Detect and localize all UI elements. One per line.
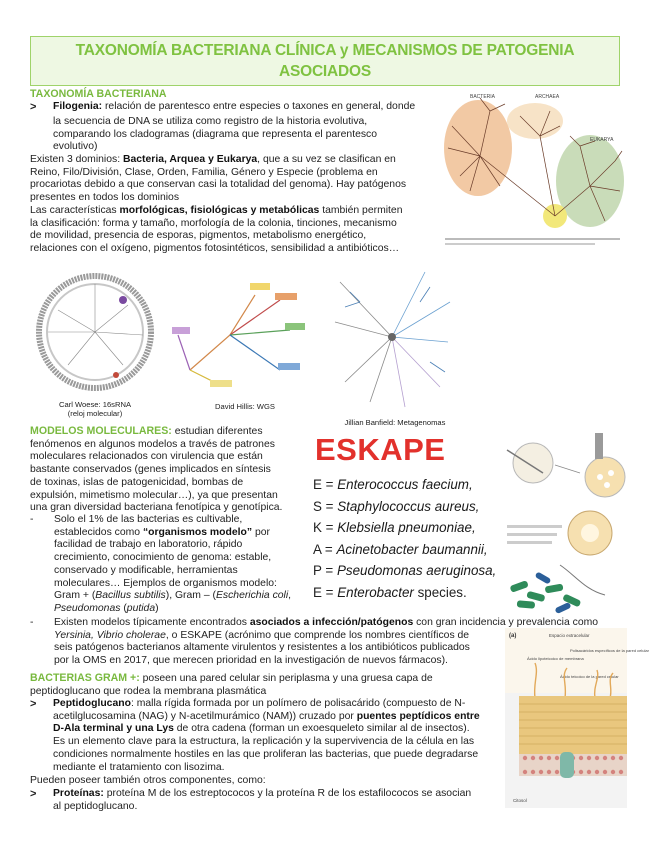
eskape-name: Staphylococcus aureus, xyxy=(337,498,480,514)
pep-text-1: : malla rígida formada por un polímero de polisacárido (compuesto de N- xyxy=(130,698,466,709)
eskape-letter: A xyxy=(313,541,322,557)
d1-text-7e: , xyxy=(288,590,292,602)
modelos-text-5: de toxinas, islas de patogenicidad, bombas de xyxy=(30,476,244,488)
lipoteichoic-label: Ácido lipoteicoico de membrana xyxy=(527,656,584,661)
proteinas-label: Proteínas: xyxy=(53,788,104,799)
eskape-list xyxy=(313,474,513,604)
d2-text-1a: Existen modelos típicamente encontrados xyxy=(54,617,250,628)
tree-of-life-figure xyxy=(440,86,625,251)
d1-text-2c: por xyxy=(252,526,270,538)
pep-text-2: acetilglucosamina (NAG) y N-acetilmurámico (NAM)) cruzado por xyxy=(53,710,357,722)
eskape-name: Pseudomonas aeruginosa, xyxy=(336,563,497,579)
arrow-bullet-icon: > xyxy=(30,788,37,800)
disc-icon xyxy=(604,482,610,488)
eskape-item: E = Enterococcus faecium, xyxy=(313,477,473,492)
polysaccharides-label: Polisacáridos específicos de la pared celular xyxy=(570,648,649,653)
car-text-2: la clasificación: forma y tamaño, morfología de la colonia, tinciones, mecanismo xyxy=(30,217,397,229)
dominios-text-2: Reino, Filo/División, Clase, Orden, Familia, Género y Especie (problema en xyxy=(30,166,378,178)
arrow-icon xyxy=(560,565,605,595)
dominios-text-a: Existen 3 dominios: xyxy=(30,154,123,165)
d1-text-8d: ) xyxy=(155,602,159,614)
hillis-wgs-tree-figure xyxy=(170,275,310,395)
d1-text-2a: establecidos como xyxy=(54,526,143,538)
dominios-block xyxy=(30,154,430,205)
clade-box-5 xyxy=(172,327,190,334)
label-line xyxy=(507,541,552,544)
bacteria-label: BACTERIA xyxy=(470,94,496,100)
petri-dish-2 xyxy=(585,457,625,497)
eukarya-label: EUKARYA xyxy=(590,137,614,143)
organismos-modelo-bold: “organismos modelo” xyxy=(142,526,253,538)
disc-icon xyxy=(608,470,614,476)
panel-label: (a) xyxy=(509,633,517,639)
figure-caption-line-2 xyxy=(445,243,595,245)
eskape-letter: E xyxy=(313,477,322,492)
petri-dish-1 xyxy=(513,443,553,483)
eskape-letter: E xyxy=(313,584,322,600)
membrane-protein xyxy=(560,752,574,778)
eskape-title: ESKAPE xyxy=(315,432,446,467)
section-heading-gram: BACTERIAS GRAM +: xyxy=(30,672,140,684)
d1-text-5: conservado y modificable, herramientas xyxy=(54,564,238,576)
car-text-3: de movilidad, presencia de esporas, pigmentos, metabolismo energético, xyxy=(30,230,367,242)
eskape-item: P = Pseudomonas aeruginosa, xyxy=(313,563,497,579)
caption-woese-1: Carl Woese: 16sRNA xyxy=(58,400,132,409)
eskape-name: Enterobacter xyxy=(337,584,414,600)
metagenome-root xyxy=(388,333,396,341)
d1-text-7d: Escherichia coli xyxy=(215,590,289,602)
teichoic-label: Ácido teicoico de la pared celular xyxy=(560,674,619,679)
eskape-name: Klebsiella pneumoniae, xyxy=(337,520,476,536)
caption-hillis: David Hillis: WGS xyxy=(215,402,275,411)
peptidoglycan-layer xyxy=(519,696,627,754)
title-line-1: TAXONOMÍA BACTERIANA CLÍNICA y MECANISMOS DE PATOGENIA xyxy=(75,42,575,59)
eskape-item: E = Enterobacter species. xyxy=(313,584,467,600)
pep-text-6: mediante el tratamiento con lisozima. xyxy=(53,761,225,773)
archaea-blob xyxy=(507,103,563,139)
clade-box-3 xyxy=(285,323,305,330)
d1-text-8c: putida xyxy=(126,602,156,614)
peptidoglucano-label: Peptidoglucano xyxy=(53,698,131,709)
modelos-text-6: expulsión, mimetismo molecular…), ya que presentan xyxy=(30,489,278,501)
axis-bar xyxy=(509,698,517,774)
gram-positive-wall-diagram xyxy=(505,628,649,808)
asociados-infeccion-bold: asociados a infección/patógenos xyxy=(249,617,414,628)
modelos-text-2: fenómenos en algunos modelos a través de patrones xyxy=(30,438,275,450)
d2-text-1c: con gran incidencia y prevalencia como xyxy=(413,617,599,628)
d1-text-4: crecimiento, conocimiento de genoma: estable, xyxy=(54,552,272,564)
d2-text-2b: , o ESKAPE (acrónimo que comprende los nombres científicos de xyxy=(165,629,470,641)
clade-box-4 xyxy=(278,363,300,370)
caption-banfield: Jillian Banfield: Metagenomas xyxy=(344,418,446,427)
filogenia-text-3: comparando los cladogramas (diagrama que representa el parentesco xyxy=(53,128,378,140)
d1-text-8a: Pseudomonas xyxy=(54,602,121,614)
eskape-letter: P xyxy=(313,563,322,579)
prot-text-1: proteína M de los estreptococos y la proteína R de los estafilococos se asocian xyxy=(103,788,472,799)
arrow-icon xyxy=(555,465,580,473)
modelos-text-1: estudian diferentes xyxy=(171,426,263,437)
pep-text-4: Es un elemento clave para la estructura, la replicación y la supervivencia de la célula en las xyxy=(53,736,475,748)
modelos-text-4: bastante conservados (genes implicados en síntesis xyxy=(30,464,271,476)
modelos-text-7: una gran diversidad bacteriana fenotípica y genotípica. xyxy=(30,502,283,514)
dominios-bold: Bacteria, Arquea y Eukarya xyxy=(122,154,258,165)
proteinas-block xyxy=(30,788,502,813)
prot-text-2: al peptidoglucano. xyxy=(53,800,138,812)
filogenia-label: Filogenia: xyxy=(53,101,103,112)
section-heading-modelos: MODELOS MOLECULARES: xyxy=(30,425,172,437)
label-line xyxy=(507,525,562,528)
car-bold: morfológicas, fisiológicas y metabólicas xyxy=(119,205,320,216)
car-text-a: Las características xyxy=(30,205,120,216)
incubator-icon xyxy=(595,433,603,459)
clade-box-6 xyxy=(210,380,232,387)
cytosol-label: Citosol xyxy=(513,798,527,803)
puentes-bold: puentes peptídicos entre xyxy=(356,710,480,722)
caracteristicas-block xyxy=(30,205,445,256)
eskape-name: Acinetobacter baumannii, xyxy=(336,541,488,557)
d2-text-4: por la OMS en 2017, que merecen prioridad en la investigación de nuevos fármacos). xyxy=(54,655,448,667)
dominios-text-c: , que a su vez se clasifican en xyxy=(257,154,396,165)
modelos-block xyxy=(30,425,305,515)
label-line xyxy=(507,533,557,536)
d1-text-7c: ), Gram – ( xyxy=(165,590,216,602)
filogenia-text-4: evolutivo) xyxy=(53,141,98,153)
peptidoglucano-block xyxy=(30,698,502,774)
bacteria-blob xyxy=(444,100,512,196)
car-text-4: relaciones con el oxígeno, pigmentos fotosintéticos, sensibilidad a antibióticos… xyxy=(30,243,400,255)
disc-icon xyxy=(597,474,603,480)
d1-text-7b: Bacillus subtilis xyxy=(95,590,166,602)
eskape-name: Enterococcus faecium, xyxy=(337,477,473,492)
eskape-item: S = Staphylococcus aureus, xyxy=(313,498,480,514)
title-line-2: ASOCIADOS xyxy=(278,63,372,80)
dash-bullet: - xyxy=(30,514,34,525)
d1-text-6: moleculares… Ejemplos de organismos modelo: xyxy=(54,577,277,589)
eskape-letter: S xyxy=(313,498,322,514)
dominios-text-3: procariotas debido a que conservan casi la totalidad del genoma). Hay patógenos xyxy=(30,179,407,191)
arrow-bullet-icon: > xyxy=(30,101,37,113)
woese-circular-tree-figure xyxy=(28,270,163,400)
archaea-label: ARCHAEA xyxy=(535,94,560,100)
banfield-metagenome-tree-figure xyxy=(330,262,455,412)
modelos-dash-1 xyxy=(30,514,305,616)
clade-box-1 xyxy=(250,283,270,290)
d2-text-2a: Yersinia, Vibrio cholerae xyxy=(54,629,166,641)
d1-text-1: Solo el 1% de las bacterias es cultivable, xyxy=(54,514,243,525)
gram-text-1: poseen una pared celular sin periplasma y una gruesa capa de xyxy=(139,673,433,684)
arrow-bullet-icon: > xyxy=(30,698,37,710)
dala-bold: D-Ala terminal y una Lys xyxy=(53,723,174,735)
dominios-text-4: presentes en todos los dominios xyxy=(30,192,180,204)
modelos-text-3: moleculares relacionados con virulencia que están xyxy=(30,451,263,463)
car-text-c: también permiten xyxy=(319,205,403,216)
eskape-item: K = Klebsiella pneumoniae, xyxy=(313,520,476,536)
filogenia-block xyxy=(30,101,430,154)
pep-text-3: de otra cadena (forman un exoesqueleto similar al de insectos). xyxy=(173,723,470,735)
clade-box-2 xyxy=(275,293,297,300)
page-title xyxy=(30,36,620,86)
extracellular-label: Espacio extracelular xyxy=(549,633,590,638)
caption-woese-2: (reloj molecular) xyxy=(67,409,123,418)
dash-bullet: - xyxy=(30,617,34,628)
pep-text-5: condiciones normalmente hostiles en las que proliferan las bacterias, que puede degradarse xyxy=(53,748,479,760)
tree-marker-purple xyxy=(119,296,127,304)
tree-marker-red xyxy=(113,372,119,378)
filogenia-text-1: relación de parentesco entre especies o taxones en general, donde xyxy=(102,101,416,112)
d1-text-3: facilidad de trabajo en laboratorio, rápido xyxy=(54,539,243,551)
eskape-suffix: species. xyxy=(413,584,467,600)
eskape-letter: K xyxy=(313,520,322,536)
gram-text-2: peptidoglucano que rodea la membrana plasmática xyxy=(30,685,267,697)
d1-text-7a: Gram + ( xyxy=(54,590,96,602)
caption-woese xyxy=(40,400,150,418)
filogenia-text-2: la secuencia de DNA se utiliza como registro de la historia evolutiva, xyxy=(53,115,368,127)
eskape-item: A = Acinetobacter baumannii, xyxy=(313,541,488,557)
inhibition-zone xyxy=(581,524,599,542)
d2-text-3: seis patógenos bacterianos altamente virulentos y resistentes a los antibióticos publicados xyxy=(54,642,470,654)
antibiotic-resistance-illustration xyxy=(505,425,630,615)
d1-text-8b: ( xyxy=(120,602,127,614)
figure-caption-line-1 xyxy=(445,238,620,240)
otros-componentes: Pueden poseer también otros componentes, como: xyxy=(30,775,266,786)
section-heading-taxonomia: TAXONOMÍA BACTERIANA xyxy=(30,88,167,100)
